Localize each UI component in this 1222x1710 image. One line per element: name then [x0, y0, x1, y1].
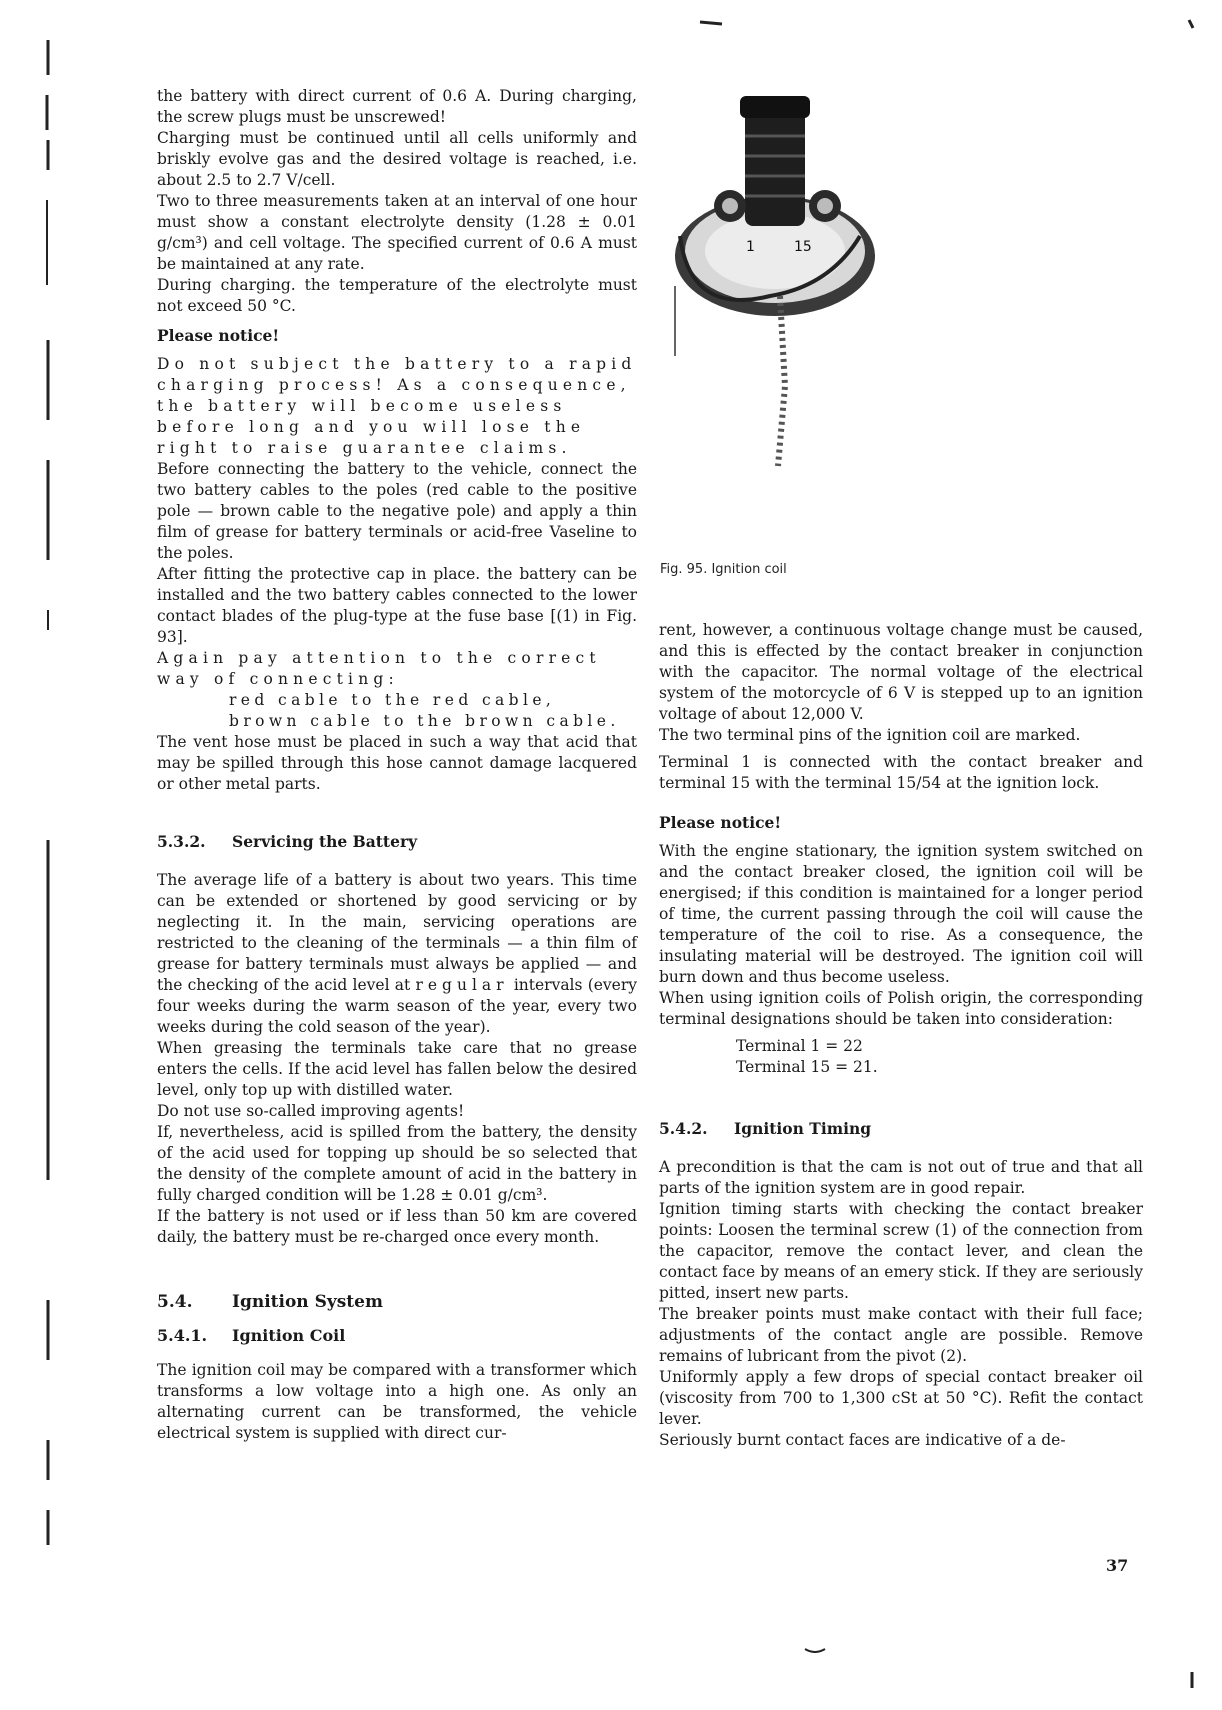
paragraph: When greasing the terminals take care that no grease enters the cells. If the acid level has fallen below the desired level, only top up with distilled water. — [157, 1039, 637, 1099]
connect-brown: brown cable to the brown cable. — [229, 712, 620, 730]
paragraph: The two terminal pins of the ignition coil are marked. — [659, 726, 1081, 744]
right-column — [659, 620, 1143, 1451]
scan-mark — [805, 1649, 825, 1652]
paragraph: Two to three measurements taken at an interval of one hour must show a constant electrolyte density (1.28 ± 0.01 g/cm³) and cell voltage. The specified current of 0.6 A must be maintained at any rate. — [157, 192, 637, 273]
paragraph: Uniformly apply a few drops of special contact breaker oil (viscosity from 700 to 1,300 cSt at 50 °C). Refit the contact lever. — [659, 1368, 1143, 1428]
paragraph — [157, 870, 637, 1038]
paragraph: Seriously burnt contact faces are indicative of a de- — [659, 1431, 1066, 1449]
terminal-mapping-15: Terminal 15 = 21. — [736, 1058, 878, 1076]
section-title: Ignition System — [232, 1292, 383, 1312]
spaced-word: regular — [415, 976, 509, 994]
figure-caption: Fig. 95. Ignition coil — [660, 562, 787, 577]
paragraph: the battery with direct current of 0.6 A. During charging, the screw plugs must be unscrewed! — [157, 87, 637, 126]
paragraph: If, nevertheless, acid is spilled from the battery, the density of the acid used for topping up should be so selected that the density of the complete amount of acid in the battery in fully charged condition will be 1.28 ± 0.01 g/cm³. — [157, 1123, 637, 1204]
section-number: 5.3.2. — [157, 832, 206, 851]
terminal-label-1: 1 — [746, 239, 755, 255]
ignition-coil-figure — [660, 86, 1060, 516]
terminal-label-15: 15 — [794, 239, 812, 255]
terminal-mapping-1: Terminal 1 = 22 — [736, 1037, 863, 1055]
section-number: 5.4.2. — [659, 1119, 708, 1138]
notice-label: Please notice! — [157, 326, 280, 345]
ignition-coil-illustration — [675, 96, 875, 466]
paragraph-text: The average life of a battery is about two years. This time can be extended or shortened by good servicing or by neglecting it. In the main, servicing operations are restricted to the cleaning of the terminals — a thin film of grease for battery terminals must always be applied — and the checking of the acid level at — [157, 871, 637, 994]
connect-red: red cable to the red cable, — [229, 691, 556, 709]
section-title: Ignition Timing — [734, 1119, 872, 1138]
paragraph: The ignition coil may be compared with a transformer which transforms a low voltage into a high one. As only an alternating current can be transformed, the vehicle electrical system is supplied with direct cur- — [157, 1361, 637, 1442]
section-title: Ignition Coil — [232, 1326, 346, 1345]
paragraph: After fitting the protective cap in place. the battery can be installed and the two battery cables connected to the lower contact blades of the plug-type at the fuse base [(1) in Fig. 93]. — [157, 565, 637, 646]
page-number: 37 — [1106, 1556, 1129, 1575]
paragraph: During charging. the temperature of the electrolyte must not exceed 50 °C. — [157, 276, 637, 315]
section-title: Servicing the Battery — [232, 832, 418, 851]
warning-text: Do not subject the battery to a rapid charging process! As a consequence, the battery will become useless before long and you will lose the right to raise guarantee claims. — [157, 355, 637, 457]
section-heading-5-4 — [157, 1292, 637, 1313]
scan-mark — [700, 22, 722, 24]
section-heading-5-4-1 — [157, 1325, 637, 1346]
paragraph: The breaker points must make contact with their full face; adjustments of the contact angle are possible. Remove remains of lubricant from the pivot (2). — [659, 1305, 1143, 1365]
scan-mark — [1189, 20, 1193, 28]
paragraph: When using ignition coils of Polish origin, the corresponding terminal designations should be taken into consideration: — [659, 989, 1143, 1028]
section-heading-5-4-2 — [659, 1118, 1143, 1139]
paragraph: If the battery is not used or if less than 50 km are covered daily, the battery must be re-charged once every month. — [157, 1207, 637, 1246]
paragraph: Ignition timing starts with checking the contact breaker points: Loosen the terminal screw (1) of the connection from the capacitor, remove the contact lever, and clean the contact face by means of an emery stick. If they are seriously pitted, insert new parts. — [659, 1200, 1143, 1302]
notice-label: Please notice! — [659, 813, 782, 832]
paragraph: A precondition is that the cam is not out of true and that all parts of the ignition system are in good repair. — [659, 1158, 1143, 1197]
paragraph: Charging must be continued until all cells uniformly and briskly evolve gas and the desired voltage is reached, i.e. about 2.5 to 2.7 V/cell. — [157, 129, 637, 189]
paragraph-text: intervals (every four weeks during the warm season of the year, every two weeks during the cold season of the year). — [157, 976, 638, 1036]
section-number: 5.4. — [157, 1292, 193, 1312]
paragraph: With the engine stationary, the ignition system switched on and the contact breaker closed, the ignition coil will be energised; if this condition is maintained for a longer period of time, the current passing through the coil will cause the temperature of the coil to rise. As a consequence, the insulating material will be destroyed. The ignition coil will burn down and thus become useless. — [659, 842, 1143, 986]
paragraph: Do not use so-called improving agents! — [157, 1102, 465, 1120]
section-number: 5.4.1. — [157, 1326, 208, 1345]
paragraph: Before connecting the battery to the vehicle, connect the two battery cables to the poles (red cable to the positive pole — brown cable to the negative pole) and apply a thin film of grease for battery terminals or acid-free Vaseline to the poles. — [157, 460, 637, 562]
attention-text: Again pay attention to the correct way of connecting: — [157, 649, 601, 688]
paragraph: rent, however, a continuous voltage change must be caused, and this is effected by the contact breaker in conjunction with the capacitor. The normal voltage of the electrical system of the motorcycle of 6 V is stepped up to an ignition voltage of about 12,000 V. — [659, 621, 1143, 723]
paragraph: The vent hose must be placed in such a way that acid that may be spilled through this hose cannot damage lacquered or other metal parts. — [157, 733, 637, 793]
section-heading-5-3-2 — [157, 831, 637, 852]
paragraph: Terminal 1 is connected with the contact breaker and terminal 15 with the terminal 15/54 at the ignition lock. — [659, 753, 1143, 792]
left-column — [157, 86, 637, 1444]
